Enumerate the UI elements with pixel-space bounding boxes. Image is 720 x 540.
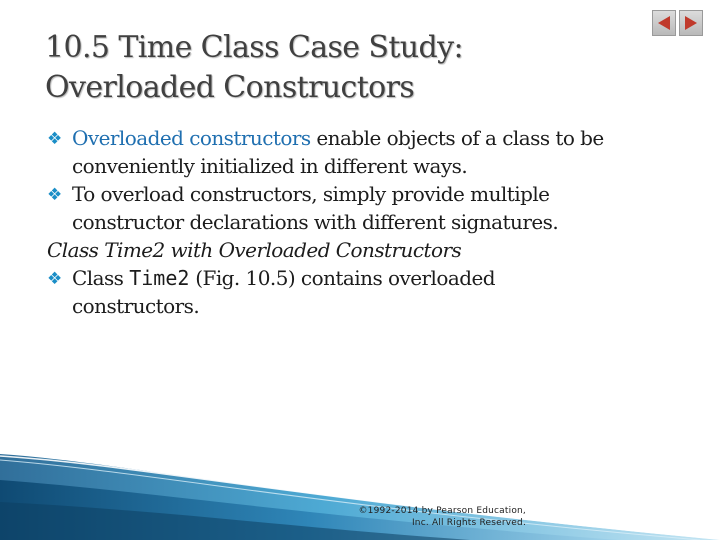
triangle-right-icon [684,15,698,31]
bullet-line: To overload constructors, simply provide multiple [72,182,550,206]
bullet-text: (Fig. 10.5) contains overloaded [189,266,496,290]
code-term: Time2 [129,266,190,290]
copyright-notice [330,505,526,529]
highlighted-term: Overloaded constructors [72,126,311,150]
title-line-2: Overloaded Constructors [45,70,415,105]
bullet-line: conveniently initialized in different ways. [72,154,468,178]
bullet-line [72,124,687,152]
slide-body [47,124,687,320]
bullet-item [47,124,687,180]
copyright-line-2: Inc. All Rights Reserved. [411,518,526,528]
bullet-line: constructor declarations with different signatures. [72,210,559,234]
bullet-icon: ❖ [47,185,62,205]
bullet-icon: ❖ [47,129,62,149]
subheading: Class Time2 with Overloaded Constructors [47,238,462,262]
bullet-text: Class [72,266,130,290]
bullet-text: enable objects of a class to be [310,126,604,150]
title-line-1: 10.5 Time Class Case Study: [45,30,463,65]
bullet-item [47,180,687,236]
bullet-item [47,264,687,320]
slide-navigation [652,10,703,36]
next-slide-button[interactable] [679,10,703,36]
triangle-left-icon [657,15,671,31]
bullet-icon: ❖ [47,269,62,289]
previous-slide-button[interactable] [652,10,676,36]
slide-title [45,28,605,108]
bullet-line: constructors. [72,294,200,318]
bullet-line [72,264,687,292]
copyright-line-1: ©1992-2014 by Pearson Education, [358,506,526,516]
